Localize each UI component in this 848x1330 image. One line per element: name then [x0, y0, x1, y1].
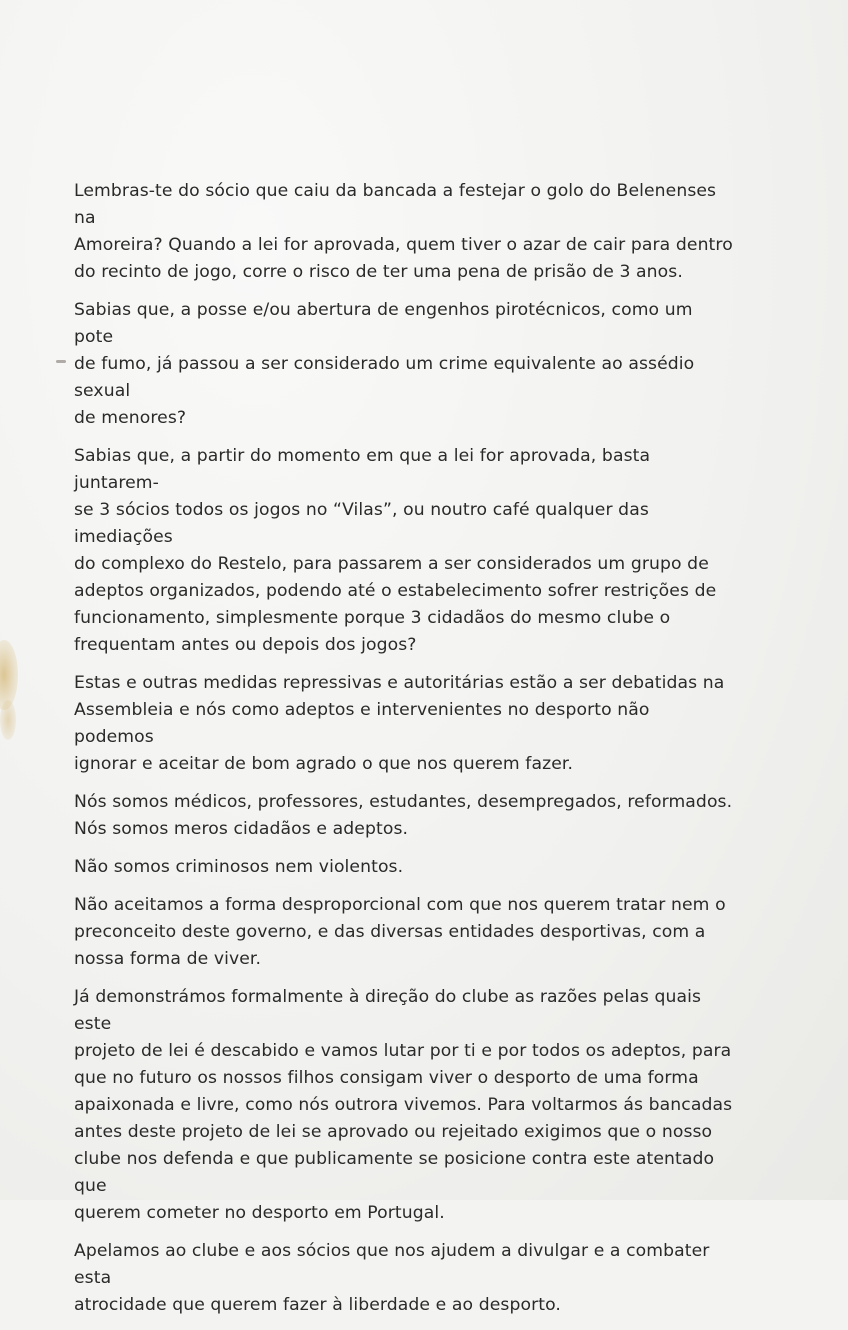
- ink-speck: [56, 360, 66, 363]
- paragraph-4: Estas e outras medidas repressivas e autoritárias estão a ser debatidas na Assembleia e nós como adeptos e intervenientes no desporto não podemos ignorar e aceitar de bom agrado o que nos querem fazer.: [74, 673, 725, 774]
- letter-body: [74, 178, 734, 1330]
- paragraph-7: Não aceitamos a forma desproporcional com que nos querem tratar nem o preconceito deste governo, e das diversas entidades desportivas, com a nossa forma de viver.: [74, 895, 726, 969]
- paragraph-5: Nós somos médicos, professores, estudantes, desempregados, reformados. Nós somos meros cidadãos e adeptos.: [74, 792, 733, 839]
- paragraph-3: Sabias que, a partir do momento em que a lei for aprovada, basta juntarem- se 3 sócios todos os jogos no “Vilas”, ou noutro café qualquer das imediações do complexo do Restelo, para passarem a ser considerados um grupo de adeptos organizados, podendo até o estabelecimento sofrer restrições de funcionamento, simplesmente porque 3 cidadãos do mesmo clube o frequentam antes ou depois dos jogos?: [74, 446, 717, 655]
- paragraph-2: Sabias que, a posse e/ou abertura de engenhos pirotécnicos, como um pote de fumo, já passou a ser considerado um crime equivalente ao assédio sexual de menores?: [74, 300, 695, 428]
- stain-mark: [0, 700, 16, 740]
- paragraph-6: Não somos criminosos nem violentos.: [74, 857, 404, 877]
- paragraph-8: Já demonstrámos formalmente à direção do clube as razões pelas quais este projeto de lei é descabido e vamos lutar por ti e por todos os adeptos, para que no futuro os nossos filhos consigam viver o desporto de uma forma apaixonada e livre, como nós outrora vivemos. Para voltarmos ás bancadas antes deste projeto de lei se aprovado ou rejeitado exigimos que o nosso clube nos defenda e que publicamente se posicione contra este atentado que querem cometer no desporto em Portugal.: [74, 987, 733, 1223]
- paragraph-1: Lembras-te do sócio que caiu da bancada a festejar o golo do Belenenses na Amoreira? Quando a lei for aprovada, quem tiver o azar de cair para dentro do recinto de jogo, corre o risco de ter uma pena de prisão de 3 anos.: [74, 181, 733, 282]
- paragraph-9: Apelamos ao clube e aos sócios que nos ajudem a divulgar e a combater esta atrocidade que querem fazer à liberdade e ao desporto.: [74, 1241, 710, 1315]
